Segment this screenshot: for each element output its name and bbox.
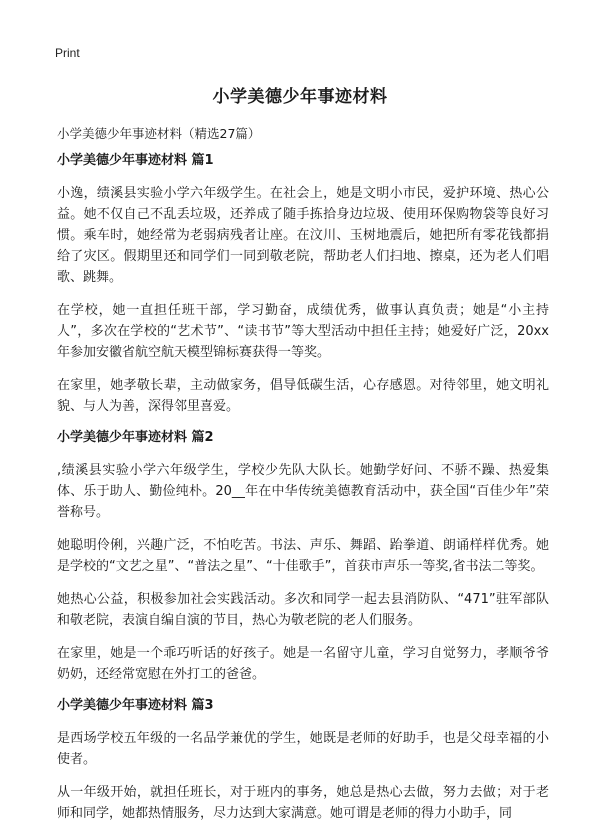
paragraph: 她热心公益，积极参加社会实践活动。多次和同学一起去县消防队、“471”驻军部队和敬老院，表演自编自演的节目，热心为敬老院的老人们服务。 (57, 592, 549, 628)
print-label[interactable]: Print (55, 46, 80, 60)
paragraph: 从一年级开始，就担任班长，对于班内的事务，她总是热心去做，努力去做；对于老师和同学，她都热情服务，尽力达到大家满意。她可谓是老师的得力小助手，同 (57, 785, 549, 821)
paragraph: 在家里，她孝敬长辈，主动做家务，倡导低碳生活，心存感恩。对待邻里，她文明礼貌、与人为善，深得邻里喜爱。 (57, 378, 549, 414)
section (57, 697, 549, 824)
paragraph: 是西场学校五年级的一名品学兼优的学生，她既是老师的好助手，也是父母幸福的小使者。 (57, 731, 549, 767)
section-heading: 小学美德少年事迹材料 篇3 (57, 698, 214, 713)
section-heading: 小学美德少年事迹材料 篇2 (57, 430, 214, 445)
paragraph: ,绩溪县实验小学六年级学生，学校少先队大队长。她勤学好问、不骄不躁、热爱集体、乐于助人、勤俭纯朴。20__年在中华传统美德教育活动中，获全国“百佳少年”荣誉称号。 (57, 463, 549, 520)
document-title: 小学美德少年事迹材料 (212, 87, 388, 107)
paragraph: 她聪明伶俐，兴趣广泛，不怕吃苦。书法、声乐、舞蹈、跆拳道、朗诵样样优秀。她是学校的“文艺之星”、“普法之星”、“十佳歌手”，首获市声乐一等奖,省书法二等奖。 (57, 538, 549, 574)
paragraph: 在家里，她是一个乖巧听话的好孩子。她是一名留守儿童，学习自觉努力，孝顺爷爷奶奶，还经常宽慰在外打工的爸爸。 (57, 646, 549, 682)
paragraph: 在学校，她一直担任班干部，学习勤奋，成绩优秀，做事认真负责；她是“小主持人”，多次在学校的“艺术节”、“读书节”等大型活动中担任主持；她爱好广泛，20xx年参加安徽省航空航天模型锦标赛获得一等奖。 (57, 303, 549, 360)
paragraph: 小逸，绩溪县实验小学六年级学生。在社会上，她是文明小市民，爱护环境、热心公益。她不仅自己不乱丢垃圾，还养成了随手拣拾身边垃圾、使用环保购物袋等良好习惯。乘车时，她经常为老弱病残者让座。在汶川、玉树地震后，她把所有零花钱都捐给了灾区。假期里还和同学们一同到敬老院，帮助老人们扫地、擦桌，还为老人们唱歌、跳舞。 (57, 186, 549, 285)
section (57, 152, 549, 417)
document-subtitle: 小学美德少年事迹材料（精选27篇） (57, 126, 261, 141)
section (57, 429, 549, 685)
document-body (57, 152, 549, 828)
section-heading: 小学美德少年事迹材料 篇1 (57, 153, 214, 168)
